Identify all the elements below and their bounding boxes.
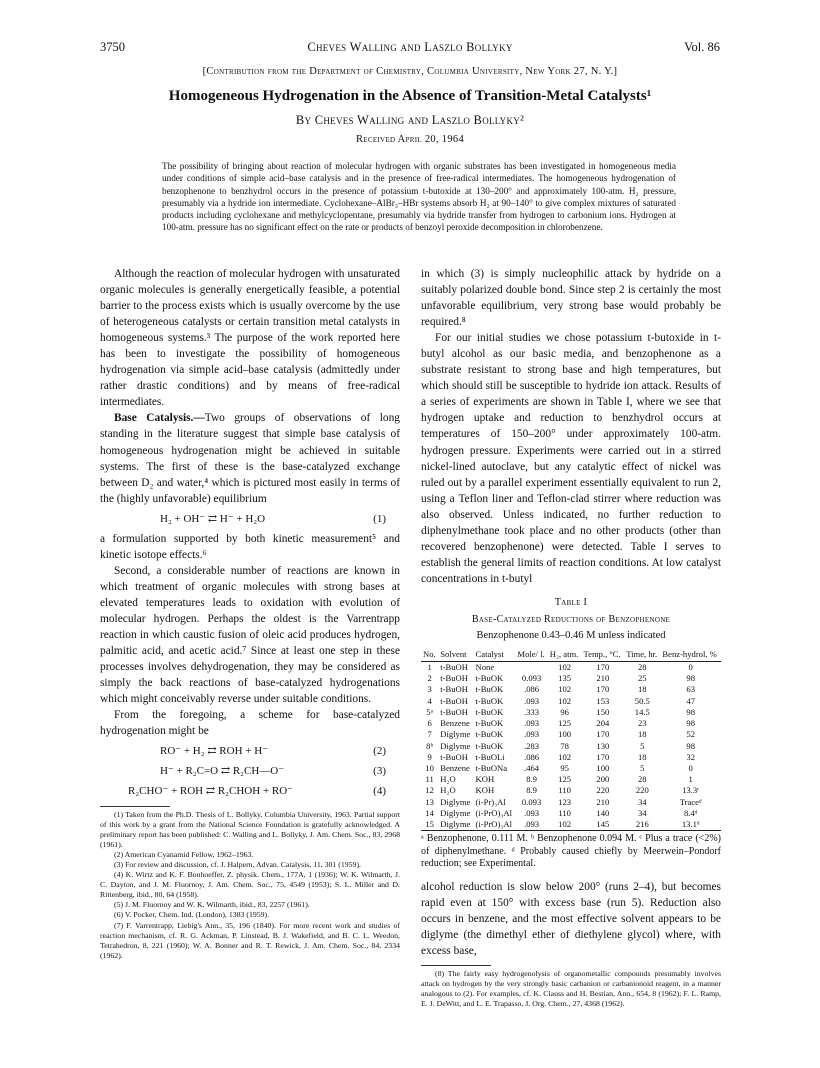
table-cell: 52: [686, 729, 695, 740]
table-cell: t-BuOH: [440, 706, 468, 717]
footnote: (8) The fairly easy hydrogenolysis of organometallic compounds presumably involves attack on hydrogen by the very strongly basic carbanion or carbanionoid reagent, in a manner analogous to (2). For examples, cf. K. Clauss and H. Bestian, Ann., 654, 8 (1962); F. L. Ramp, E. J. DeWitt, and L. E. Trapasso, J. Org. Chem., 27, 4368 (1962).: [421, 968, 721, 1009]
footnotes-left: [100, 810, 400, 961]
table-cell: 170: [596, 662, 610, 673]
table-cell: Traceᵈ: [679, 796, 702, 807]
table-cell: 13.3ᶜ: [682, 785, 700, 796]
table-cell: 2: [427, 673, 432, 684]
table-cell: 18: [638, 729, 647, 740]
table-cell: 102: [558, 751, 572, 762]
table-header-cell: H₂, atm.: [548, 650, 582, 662]
table-cell: t-BuOH: [440, 695, 468, 706]
table-cell: 150: [596, 706, 610, 717]
equation-1: H₂ + OH⁻ ⇄ H⁻ + H₂O (1): [160, 512, 386, 525]
table-cell: 15: [421, 819, 438, 831]
table-cell: 98: [686, 740, 695, 751]
table-cell: 13.1ᵈ: [660, 819, 721, 831]
table-cell: 210: [596, 673, 610, 684]
table-cell: 96: [560, 706, 569, 717]
table-row: [421, 696, 721, 707]
footnote-rule: [100, 806, 170, 807]
table-cell: 102: [558, 695, 572, 706]
right-column: [421, 266, 721, 1009]
table-cell: 216: [624, 819, 660, 831]
table-cell: .283: [524, 740, 540, 751]
table-cell: 170: [596, 684, 610, 695]
table-header-cell: Benz-hydrol, %: [660, 650, 721, 662]
table-cell: KOH: [475, 785, 495, 796]
table-cell: Diglyme: [440, 796, 471, 807]
table-cell: 140: [596, 807, 610, 818]
table-row: [421, 718, 721, 729]
table-cell: .093: [515, 819, 547, 831]
paragraph-formulation: a formulation supported by both kinetic measurement⁵ and kinetic isotope effects.⁶: [100, 532, 400, 561]
paragraph-initial-studies: For our initial studies we chose potassium t-butoxide in t-butyl alcohol as our basic media, and benzophenone as a substrate resistant to strong base and high temperatures, but which should still be susceptible to hydride ion attack. Results of a series of experiments are shown in Table I, where we see that hydrogen uptake and reduction to benzhydrol occurs at temperatures of 150–200° under approximately 100-atm. hydrogen pressure. Experiments were carried out in a stirred nickel-lined autoclave, but any catalytic effect of nickel was ruled out by a parallel experiment essentially equivalent to run 2, using a Teflon liner and Teflon-clad stirrer where reduction was also observed. Unless indicated, no further reduction to diphenylmethane took place and no other products (other than recovered benzophenone) were detected. Table I serves to establish the general limits of reaction conditions. At low catalyst concentrations in t-butyl: [421, 332, 721, 585]
footnote: (4) K. Wirtz and K. F. Bonhoeffer, Z. physik. Chem., 177A, 1 (1936); W. K. Wilmarth, J. C. Dayton, and J. M. Fluornoy, J. Am. Chem. Soc., 75, 4549 (1953); S. L. Miller and D. Rittenberg, ibid., 80, 64 (1958).: [100, 870, 400, 900]
table-cell: 1: [427, 662, 432, 673]
footnote: (1) Taken from the Ph.D. Thesis of L. Bollyky, Columbia University, 1963. Partial support of this work by a grant from the National Science Foundation is gratefully acknowledged. A preliminary report has been published: C. Walling and L. Bollyky, J. Am. Chem. Soc., 83, 2968 (1961).: [100, 809, 400, 849]
table-header-cell: Mole/ l.: [515, 650, 547, 662]
table-cell: 78: [560, 740, 569, 751]
table-cell: .464: [524, 762, 540, 773]
table-cell: Diglyme: [440, 729, 471, 740]
table-cell: .086: [524, 751, 540, 762]
table-cell: 170: [596, 751, 610, 762]
footnote-rule: [421, 965, 491, 966]
table-cell: 0.093: [521, 796, 542, 807]
table-cell: 13: [425, 796, 434, 807]
table-cell: t-BuOK: [475, 684, 504, 695]
table-cell: t-BuOK: [475, 740, 504, 751]
table-cell: 100: [596, 762, 610, 773]
table-cell: 8.4ᵈ: [683, 807, 698, 818]
table-header-cell: No.: [421, 650, 438, 662]
received-date: Received April 20, 1964: [355, 134, 464, 145]
table-cell: 8.9: [526, 774, 537, 785]
table-cell: 1: [688, 774, 693, 785]
table-cell: 4: [427, 695, 432, 706]
table-cell: 5ᵃ: [426, 706, 433, 717]
table-cell: (i-PrO)₃Al: [474, 819, 516, 831]
table-cell: 32: [686, 751, 695, 762]
table-row: [421, 684, 721, 695]
table-cell: None: [475, 662, 495, 673]
table-cell: 28: [638, 662, 647, 673]
table-cell: 220: [596, 785, 610, 796]
table-cell: 18: [638, 751, 647, 762]
table-cell: KOH: [475, 774, 495, 785]
paragraph-scheme: From the foregoing, a scheme for base-catalyzed hydrogenation might be: [100, 709, 400, 738]
footnote: (5) J. M. Fluornoy and W. K. Wilmarth, ibid., 83, 2257 (1961).: [114, 900, 310, 910]
paragraph-nucleophilic: in which (3) is simply nucleophilic attack by hydride on a suitably polarized double bond. Since step 2 is certainly the most unfavorable equilibrium, very strong base would probably be required.⁸: [421, 268, 721, 329]
table-cell: 50.5: [634, 695, 650, 706]
table-cell: 153: [596, 695, 610, 706]
table-header-cell: Catalyst: [474, 650, 516, 662]
table-cell: t-BuOK: [475, 706, 504, 717]
table-cell: .333: [524, 706, 540, 717]
table-cell: 98: [686, 673, 695, 684]
table-subtitle: Benzophenone 0.43–0.46 M unless indicated: [476, 630, 666, 642]
table-cell: 204: [596, 718, 610, 729]
table-label: Table I: [554, 596, 588, 608]
table-cell: 34: [638, 796, 647, 807]
table-cell: 170: [596, 729, 610, 740]
table-row: [421, 774, 721, 785]
table-row: [421, 785, 721, 796]
table-cell: 130: [596, 740, 610, 751]
table-cell: t-BuOK: [475, 718, 504, 729]
table-row: [421, 763, 721, 774]
table-cell: 6: [427, 718, 432, 729]
table-cell: 98: [686, 718, 695, 729]
table-cell: 210: [596, 796, 610, 807]
table-cell: 145: [581, 819, 624, 831]
table-row: [421, 662, 721, 674]
table-cell: 47: [686, 695, 695, 706]
table-cell: 102: [548, 819, 582, 831]
table-cell: t-BuOH: [440, 684, 468, 695]
table-body: [421, 662, 721, 831]
author-line: By Cheves Walling and Laszlo Bollyky²: [295, 113, 525, 127]
table-cell: 25: [638, 673, 647, 684]
results-table: [421, 650, 721, 831]
table-cell: Benzene: [440, 718, 470, 729]
equation-4: R₂CHO⁻ + ROH ⇄ R₂CHOH + RO⁻ (4): [128, 785, 386, 798]
footnote: (7) F. Varrentrapp, Liebig's Ann., 35, 196 (1840). For more recent work and studies of reaction mechanism, cf. R. G. Ackman, P. Linstead, B. J. Wakefield, and B. C. L. Weedon, Tetrahedron, 8, 221 (1960); W. A. Bonner and R. T. Rewick, J. Am. Chem. Soc., 84, 2334 (1962).: [100, 920, 400, 960]
table-cell: 0: [688, 662, 693, 673]
table-cell: 11: [425, 774, 434, 785]
table-cell: Diglyme: [440, 807, 471, 818]
footnote: (3) For review and discussion, cf. J. Halpern, Advan. Catalysis, 11, 301 (1959).: [114, 859, 362, 869]
table-row: [421, 752, 721, 763]
table-cell: 98: [686, 706, 695, 717]
table-cell: t-BuOK: [475, 673, 504, 684]
table-cell: 125: [558, 718, 572, 729]
table-cell: 200: [596, 774, 610, 785]
table-cell: H₂O: [440, 774, 456, 785]
table-cell: 110: [558, 807, 571, 818]
table-cell: t-BuOK: [475, 729, 504, 740]
table-cell: .093: [524, 695, 540, 706]
table-cell: 5: [640, 740, 645, 751]
table-header-row: [421, 650, 721, 662]
table-cell: 8ᵇ: [426, 740, 434, 751]
table-cell: .093: [524, 807, 540, 818]
page-number: 3750: [100, 40, 125, 54]
table-cell: 0: [688, 762, 693, 773]
table-cell: t-BuOH: [440, 662, 468, 673]
table-cell: 10: [425, 762, 434, 773]
footnote: (2) American Cyanamid Fellow, 1962–1963.: [114, 849, 254, 859]
paper-title: Homogeneous Hydrogenation in the Absence of Transition-Metal Catalysts¹: [168, 88, 652, 104]
table-cell: H₂O: [440, 785, 456, 796]
table-row: [421, 707, 721, 718]
table-cell: t-BuOH: [440, 751, 468, 762]
table-cell: (i-PrO)₃Al: [475, 807, 512, 818]
table-cell: 100: [558, 729, 572, 740]
table-row: [421, 819, 721, 831]
paragraph-intro: Although the reaction of molecular hydrogen with unsaturated organic molecules is generally energetically feasible, a potential barrier to the process exists which is usually overcome by the use of heterogeneous catalysts or certain transition metal catalysts in homogeneous systems.³ The purpose of the work reported here has been to investigate the possibility of homogeneous hydrogenation via simple acid–base catalysis (admittedly under rather drastic conditions) and by means of free-radical intermediates.: [100, 268, 400, 409]
abstract: The possibility of bringing about reaction of molecular hydrogen with organic substrates has been investigated in homogeneous media under conditions of simple acid–base catalysis and in the presence of free-radical intermediates. The homogeneous hydrogenation of benzophenone to benzhydrol occurs in the presence of potassium t-butoxide at 130–200° and approximately 100-atm. H₂ pressure, presumably via a hydride ion intermediate. Cyclohexane–AlBr₃–HBr systems absorb H₂ at 90–140° to give complex mixtures of saturated products including cyclohexane and methylcyclopentane, presumably via hydride transfer from hydrogen to carbonium ions. Hydrogen at 100-atm. pressure has no significant effect on the rate or products of benzoyl peroxide decomposition in chlorobenzene.: [162, 161, 676, 233]
table-cell: t-BuONa: [475, 762, 508, 773]
table-row: [421, 808, 721, 819]
table-cell: 110: [558, 785, 571, 796]
table-cell: 102: [558, 684, 572, 695]
table-cell: 125: [558, 774, 572, 785]
table-cell: 135: [558, 673, 572, 684]
table-cell: Diglyme: [438, 819, 473, 831]
running-title: Cheves Walling and Laszlo Bollyky: [307, 40, 513, 54]
table-row: [421, 797, 721, 808]
table-cell: (i-Pr)₃Al: [475, 796, 506, 807]
table-cell: Diglyme: [440, 740, 471, 751]
table-row: [421, 673, 721, 684]
table-cell: 18: [638, 684, 647, 695]
left-column: [100, 266, 400, 961]
paragraph-second: Second, a considerable number of reactions are known in which treatment of organic molecules with strong bases at elevated temperatures leads to oxidation with evolution of molecular hydrogen. Perhaps the oldest is the Varrentrapp reaction in which caustic fusion of oleic acid produces hydrogen, palmitic acid, and acetic acid.⁷ Since at least one step in these processes involves dehydrogenation, they may be considered as simply the back reactions of base-catalyzed hydrogenations which might conceivably reverse under suitable conditions.: [100, 564, 400, 706]
section-heading: Base Catalysis.—: [114, 412, 205, 425]
table-cell: 95: [560, 762, 569, 773]
footnote: (6) V. Pocker, Chem. Ind. (London), 1383 (1959).: [114, 910, 270, 920]
volume-label: Vol. 86: [684, 40, 720, 54]
table-cell: t-BuOLi: [475, 751, 505, 762]
table-cell: 28: [638, 774, 647, 785]
table-cell: 34: [638, 807, 647, 818]
table-cell: 3: [427, 684, 432, 695]
table-cell: 8.9: [526, 785, 537, 796]
table-header-cell: Solvent: [438, 650, 473, 662]
footnotes-right: [421, 969, 721, 1009]
equation-2: RO⁻ + H₂ ⇄ ROH + H⁻ (2): [160, 745, 386, 758]
table-cell: 0.093: [521, 673, 542, 684]
table-title: Base-Catalyzed Reductions of Benzophenone: [471, 613, 671, 625]
table-cell: 5: [640, 762, 645, 773]
table-cell: 220: [635, 785, 649, 796]
table-cell: .086: [524, 684, 540, 695]
table-cell: .093: [524, 729, 540, 740]
table-cell: 123: [558, 796, 572, 807]
equation-3: H⁻ + R₂C=O ⇄ R₂CH—O⁻ (3): [160, 765, 386, 778]
table-cell: 14: [425, 807, 434, 818]
table-cell: 102: [558, 662, 572, 673]
table-cell: [515, 662, 547, 674]
table-cell: 12: [425, 785, 434, 796]
table-row: [421, 729, 721, 740]
table-cell: 14.5: [634, 706, 650, 717]
table-cell: t-BuOH: [440, 673, 468, 684]
table-row: [421, 741, 721, 752]
table-notes: ᵃ Benzophenone, 0.111 M. ᵇ Benzophenone 0.094 M. ᶜ Plus a trace (<2%) of diphenylmethane. ᵈ Probably caused chiefly by Meerwein–Pondorf reduction; see Experimental.: [421, 833, 721, 870]
table-cell: 63: [686, 684, 695, 695]
paragraph-base-catalysis: Base Catalysis.—Two groups of observations of long standing in the literature suggest that simple base catalysis of homogeneous hydrogenation might be achieved in suitable systems. The first of these is the base-catalyzed exchange between D₂ and water,⁴ which is pictured most easily in terms of the (highly unfavorable) equilibrium: [100, 412, 401, 505]
table-cell: Benzene: [440, 762, 470, 773]
table-header-cell: Time, hr.: [624, 650, 660, 662]
table-cell: .093: [524, 718, 540, 729]
contribution-line: [Contribution from the Department of Chemistry, Columbia University, New York 27, N. Y.]: [202, 66, 618, 77]
table-cell: t-BuOK: [475, 695, 504, 706]
table-cell: 23: [638, 718, 647, 729]
table-cell: 9: [427, 751, 432, 762]
table-cell: 7: [427, 729, 432, 740]
paragraph-alcohol-reduction: alcohol reduction is slow below 200° (runs 2–4), but becomes rapid even at 150° with excess base (run 5). Reduction also occurs in benzene, and the most effective solvent appears to be diglyme (the dimethyl ether of diethylene glycol) where, with excess base,: [421, 880, 721, 957]
table-header-cell: Temp., °C.: [581, 650, 624, 662]
